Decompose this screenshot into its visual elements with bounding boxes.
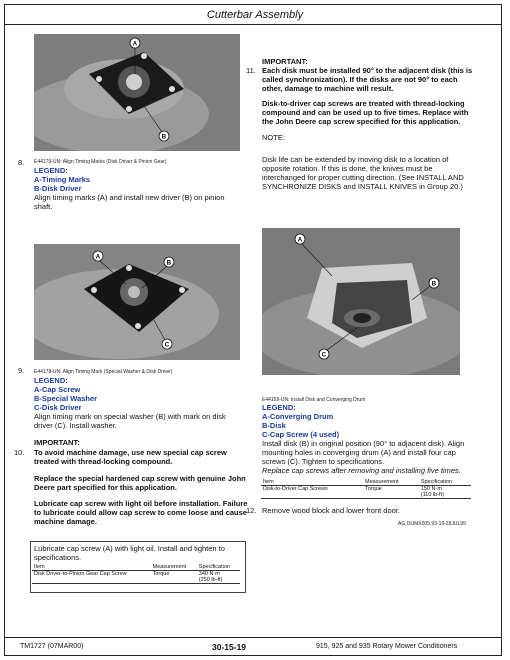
figure-special-washer-photo <box>34 244 240 360</box>
legend-item: A-Cap Screw <box>34 385 81 394</box>
legend-step-9 <box>34 376 244 412</box>
legend-heading: LEGEND: <box>34 166 68 175</box>
figure-timing-marks-photo <box>34 34 240 151</box>
table-cell <box>419 486 471 499</box>
step-8-text: Align timing marks (A) and install new driver (B) on pinion shaft. <box>34 193 225 211</box>
legend-item: B-Disk <box>262 421 286 430</box>
svg-text:B: B <box>431 281 437 288</box>
spec-table <box>261 479 471 499</box>
footer-manual-number: TM1727 (07MAR00) <box>20 643 84 650</box>
step-number: 9. <box>18 366 25 375</box>
table-cell: Disk Driver-to-Pinion Gear Cap Screw <box>32 571 151 584</box>
note-text: Disk life can be extended by moving disk to a location of opposite rotation. If this is done, the knives must be interchanged for proper cutting direction. (See INSTALL AND SYNCHRONIZE DISKS and INSTALL KNIVES in Group 20.) <box>262 155 464 191</box>
important-text: Lubricate cap screw with light oil before installation. Failure to lubricate could allow cap screw to come loose and cause machine damage. <box>34 499 248 526</box>
svg-text:B: B <box>166 260 172 267</box>
table-row <box>261 486 471 499</box>
step-number: 12. <box>246 506 257 515</box>
spec-table <box>32 564 240 584</box>
callout-b <box>159 131 169 141</box>
legend-item: A-Timing Marks <box>34 175 91 184</box>
callout-b <box>164 257 174 267</box>
footer-rule <box>4 637 502 638</box>
figure-caption: E44159-UN: Install Disk and Converging Drum <box>262 397 366 403</box>
table-row <box>32 571 240 584</box>
table-cell: Torque <box>151 571 197 584</box>
important-text: To avoid machine damage, use new special cap screw treated with thread-locking compound. <box>34 448 227 466</box>
legend-heading: LEGEND: <box>262 403 296 412</box>
install-disk-text: Install disk (B) in original position (90° to adjacent disk). Align mounting holes in converging drum (A) and install four cap screws (C). Tighten to specifications. <box>262 439 465 466</box>
column-header: Item <box>32 564 151 571</box>
page-number: 30-15-19 <box>212 642 247 652</box>
spec-box-text: Lubricate cap screw (A) with light oil. Install and tighten to specifications. <box>34 544 225 562</box>
column-header: Specification <box>197 564 240 571</box>
figure-converging-drum-photo <box>262 228 460 375</box>
figure-caption: E44178-UN: Align Timing Mark (Special Washer & Disk Driver) <box>34 369 173 375</box>
page-title: Cutterbar Assembly <box>206 9 304 21</box>
step-number: 8. <box>18 158 25 167</box>
install-disk-note: Replace cap screws after removing and installing five times. <box>262 466 461 475</box>
legend-install-disk <box>262 403 472 439</box>
callout-c <box>162 339 172 349</box>
svg-text:A: A <box>132 41 138 48</box>
header-rule <box>4 24 502 25</box>
important-heading: IMPORTANT: <box>34 438 80 447</box>
legend-item: C-Cap Screw (4 used) <box>262 430 340 439</box>
table-cell <box>197 571 240 584</box>
legend-step-8 <box>34 166 244 193</box>
legend-item: B-Special Washer <box>34 394 98 403</box>
svg-text:A: A <box>297 237 303 244</box>
callout-a <box>93 251 103 261</box>
figure-caption: E44179-UN: Align Timing Marks (Disk Driver & Pinion Gear) <box>34 159 167 165</box>
callout-c <box>319 349 329 359</box>
spec-value-imperial: (250 lb-ft) <box>198 577 223 583</box>
spec-value: 150 N·m <box>420 486 442 492</box>
table-cell: Disk-to-Driver Cap Screws <box>261 486 363 499</box>
important-heading: IMPORTANT: <box>262 57 308 66</box>
footer-manual-title: 915, 925 and 935 Rotary Mower Conditioners <box>316 643 458 650</box>
callout-a <box>295 234 305 244</box>
legend-item: B-Disk Driver <box>34 184 82 193</box>
svg-text:C: C <box>164 342 170 349</box>
svg-text:B: B <box>161 134 167 141</box>
legend-item: A-Converging Drum <box>262 412 334 421</box>
column-header: Specification <box>419 479 471 486</box>
step-number: 11. <box>246 66 256 75</box>
note-heading: NOTE: <box>262 133 285 142</box>
svg-text:C: C <box>321 352 327 359</box>
column-header: Measurement <box>363 479 419 486</box>
spec-value-imperial: (110 lb-ft) <box>420 492 444 498</box>
callout-b <box>429 278 439 288</box>
legend-item: C-Disk Driver <box>34 403 82 412</box>
svg-text:A: A <box>95 254 101 261</box>
important-text: Replace the special hardened cap screw with genuine John Deere part specified for this application. <box>34 474 246 492</box>
callout-a <box>130 38 140 48</box>
step-12-text: Remove wood block and lower front door. <box>262 506 400 515</box>
document-reference: AG,OUMX005,93-19-28JUL99 <box>398 521 466 527</box>
spec-value: 340 N·m <box>198 571 220 577</box>
legend-heading: LEGEND: <box>34 376 68 385</box>
table-cell: Torque <box>363 486 419 499</box>
step-number: 10. <box>14 448 25 457</box>
important-text: Disk-to-driver cap screws are treated with thread-locking compound and can be used up to five times. Replace with the John Deere cap screw specified for this application. <box>262 99 469 126</box>
step-9-text: Align timing mark on special washer (B) with mark on disk driver (C). Install washer. <box>34 412 226 430</box>
important-text: Each disk must be installed 90° to the adjacent disk (this is called synchronization). If the disks are not 90° to each other, damage to machine will result. <box>262 66 473 93</box>
column-header: Item <box>261 479 363 486</box>
column-header: Measurement <box>151 564 197 571</box>
